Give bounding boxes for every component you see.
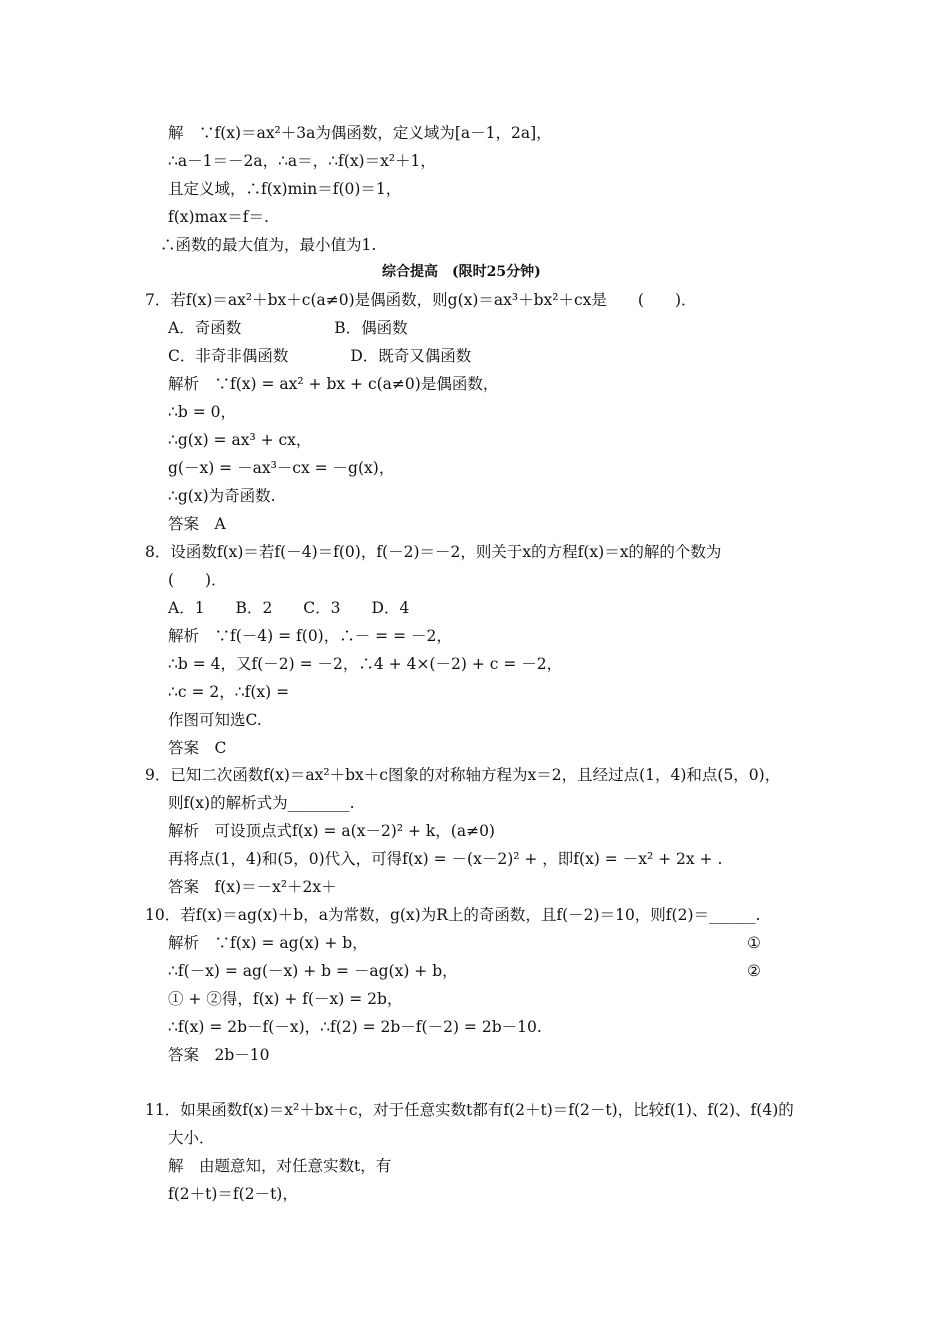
- text-line: f(x)max＝f＝.: [168, 208, 269, 226]
- answer-line: 答案 C: [168, 739, 227, 757]
- text-line: ∴b = 4，又f(－2) = －2，∴4 + 4×(－2) + c = －2，: [168, 655, 563, 673]
- text-line: 则f(x)的解析式为________.: [168, 794, 355, 812]
- text-line: ① + ②得，f(x) + f(－x) = 2b，: [168, 990, 403, 1008]
- text-line: ∴g(x)为奇函数.: [168, 487, 276, 505]
- equation-marker: ①: [747, 934, 761, 952]
- answer-line: 答案 f(x)＝－x²＋2x＋: [168, 878, 337, 896]
- options-line: A．1 B．2 C．3 D．4: [168, 599, 410, 617]
- text-line: 解析 ∵f(x) = ag(x) + b，: [168, 934, 368, 952]
- question-9: 9．已知二次函数f(x)＝ax²＋bx＋c图象的对称轴方程为x＝2，且经过点(1，4)和点(5，0)，: [145, 766, 781, 784]
- text-line: ∴函数的最大值为，最小值为1.: [160, 236, 377, 254]
- text-line: ∴f(x) = 2b－f(－x)，∴f(2) = 2b－f(－2) = 2b－10.: [168, 1018, 542, 1036]
- equation-marker: ②: [747, 962, 761, 980]
- text-line: g(－x) = －ax³－cx = －g(x)，: [168, 459, 395, 477]
- section-heading: 综合提高 (限时25分钟): [382, 264, 541, 280]
- question-11: 11．如果函数f(x)＝x²＋bx＋c，对于任意实数t都有f(2＋t)＝f(2－t)，比较f(1)、f(2)、f(4)的: [145, 1101, 794, 1119]
- text-line: 解 ∵f(x)＝ax²＋3a为偶函数，定义域为[a－1，2a]，: [168, 124, 552, 142]
- answer-line: 答案 2b－10: [168, 1046, 270, 1064]
- text-line: 解析 ∵f(x) = ax² + bx + c(a≠0)是偶函数，: [168, 375, 499, 393]
- question-7: 7．若f(x)＝ax²＋bx＋c(a≠0)是偶函数，则g(x)＝ax³＋bx²＋cx是 ( )．: [145, 291, 697, 309]
- text-line: ( )．: [168, 571, 227, 589]
- text-line: 作图可知选C.: [168, 711, 262, 729]
- text-line: ∴c = 2，∴f(x) =: [168, 683, 290, 701]
- text-line: 解析 ∵f(－4) = f(0)，∴－ = = －2，: [168, 627, 452, 645]
- text-line: ∴f(－x) = ag(－x) + b = －ag(x) + b，: [168, 962, 458, 980]
- text-line: f(2＋t)＝f(2－t)，: [168, 1185, 298, 1203]
- question-8: 8．设函数f(x)＝若f(－4)＝f(0)，f(－2)＝－2，则关于x的方程f(x)＝x的解的个数为: [145, 543, 722, 561]
- text-line: ∴b = 0，: [168, 403, 236, 421]
- options-line: A．奇函数 B．偶函数: [168, 319, 408, 337]
- text-line: 解 由题意知，对任意实数t，有: [168, 1157, 392, 1175]
- text-line: 解析 可设顶点式f(x) = a(x－2)² + k，(a≠0): [168, 822, 495, 840]
- text-line: 大小．: [168, 1129, 215, 1147]
- answer-line: 答案 A: [168, 515, 226, 533]
- text-line: ∴g(x) = ax³ + cx，: [168, 431, 312, 449]
- text-line: 再将点(1，4)和(5，0)代入，可得f(x) = －(x－2)² + ，即f(x) = －x² + 2x + .: [168, 850, 723, 868]
- text-line: 且定义域，∴f(x)min＝f(0)＝1，: [168, 180, 402, 198]
- text-line: ∴a－1＝－2a，∴a＝，∴f(x)＝x²＋1，: [168, 152, 436, 170]
- options-line: C．非奇非偶函数 D．既奇又偶函数: [168, 347, 472, 365]
- question-10: 10．若f(x)＝ag(x)＋b，a为常数，g(x)为R上的奇函数，且f(－2)＝10，则f(2)＝______.: [145, 906, 761, 924]
